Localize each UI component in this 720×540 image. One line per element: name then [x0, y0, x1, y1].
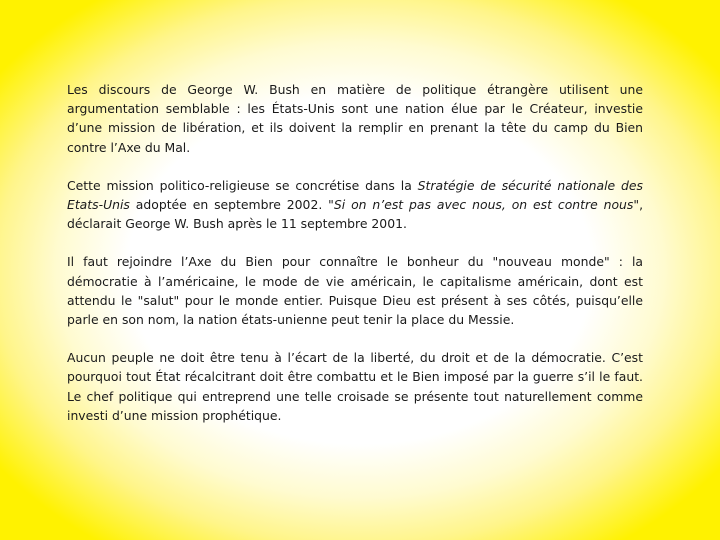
paragraph-2-text-a: Cette mission politico-religieuse se concrétise dans la — [67, 177, 418, 193]
paragraph-3-text: Il faut rejoindre l’Axe du Bien pour connaître le bonheur du "nouveau monde" : la démocratie à l’américaine, le mode de vie américain, le capitalisme américain, dont est attendu le "salut" pour le monde entier. Puisque Dieu est présent à ses côtés, puisqu’elle parle en son nom, la nation états-unienne peut tenir la place du Messie. — [67, 254, 643, 328]
paragraph-1 — [67, 80, 643, 157]
paragraph-2-text-b: adoptée en septembre 2002. " — [129, 197, 334, 213]
paragraph-3 — [67, 252, 643, 329]
paragraph-2-text-c: ", déclarait George W. Bush après le 11 septembre 2001. — [67, 197, 644, 232]
paragraph-2-quote: Si on n’est pas avec nous, on est contre nous — [333, 197, 634, 213]
paragraph-1-text: Les discours de George W. Bush en matière de politique étrangère utilisent une argumentation semblable : les États-Unis sont une nation élue par le Créateur, investie d’une mission de libération, et ils doivent la remplir en prenant la tête du camp du Bien contre l’Axe du Mal. — [67, 82, 643, 155]
paragraph-2 — [67, 176, 643, 234]
paragraph-4-text: Aucun peuple ne doit être tenu à l’écart de la liberté, du droit et de la démocratie. C’est pourquoi tout État récalcitrant doit être combattu et le Bien imposé par la guerre s’il le faut. Le chef politique qui entreprend une telle croisade se présente tout naturellement comme investi d’une mission prophétique. — [67, 350, 643, 423]
paragraph-2-strategy-title: Stratégie de sécurité nationale des Etats-Unis — [67, 177, 643, 213]
paragraph-4 — [67, 348, 643, 425]
text-block — [67, 80, 643, 444]
